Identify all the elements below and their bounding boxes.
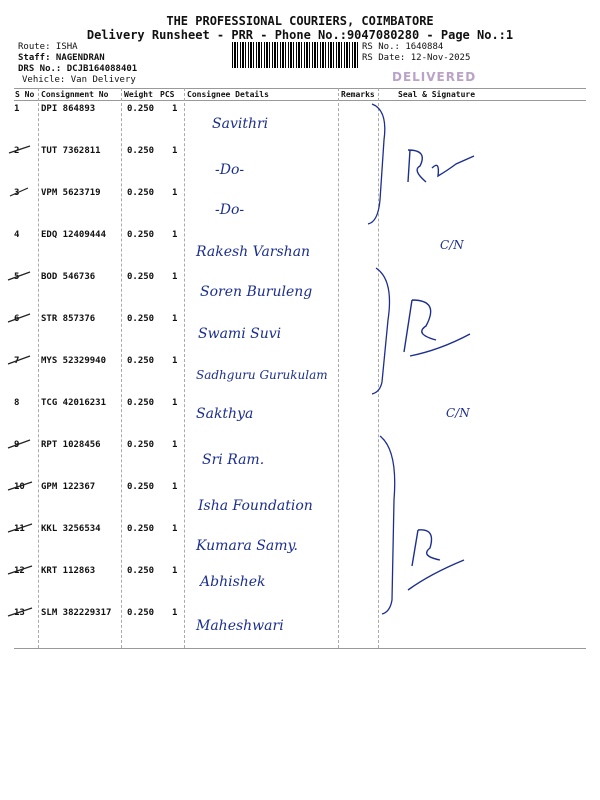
vehicle-label: Vehicle: Van Delivery: [22, 75, 136, 85]
row-pcs: 1: [172, 398, 178, 408]
runsheet-subtitle: Delivery Runsheet - PRR - Phone No.:9047080280 - Page No.:1: [86, 28, 514, 42]
col-header-consignment: Consignment No: [41, 90, 109, 99]
row-sno: 6: [14, 314, 20, 324]
row-sno: 1: [14, 104, 20, 114]
row-pcs: 1: [172, 566, 178, 576]
row-sno: 12: [14, 566, 25, 576]
row-pcs: 1: [172, 608, 178, 618]
col-header-remarks: Remarks: [341, 90, 375, 99]
table-header-rule: [14, 100, 586, 101]
table-row: [0, 104, 600, 146]
row-pcs: 1: [172, 524, 178, 534]
row-weight: 0.250: [127, 146, 155, 156]
cln-note: C/N: [440, 238, 464, 252]
row-sno: 9: [14, 440, 20, 450]
table-row: [0, 608, 600, 650]
row-consignee: Sakthya: [196, 406, 254, 422]
row-consignment: KKL 3256534: [41, 524, 101, 534]
table-row: [0, 356, 600, 398]
row-sno: 10: [14, 482, 25, 492]
row-sno: 4: [14, 230, 20, 240]
table-row: [0, 482, 600, 524]
rs-date-label: RS Date: 12-Nov-2025: [362, 53, 471, 63]
row-consignee: Kumara Samy.: [196, 538, 298, 554]
row-consignment: MYS 52329940: [41, 356, 107, 366]
table-row: [0, 440, 600, 482]
row-pcs: 1: [172, 314, 178, 324]
drs-label: DRS No.: DCJB164088401: [18, 64, 138, 74]
row-consignment: RPT 1028456: [41, 440, 101, 450]
row-consignment: TUT 7362811: [41, 146, 101, 156]
row-consignment: GPM 122367: [41, 482, 96, 492]
route-label: Route: ISHA: [18, 42, 78, 52]
row-weight: 0.250: [127, 104, 155, 114]
row-pcs: 1: [172, 482, 178, 492]
row-consignment: BOD 546736: [41, 272, 96, 282]
col-header-consignee: Consignee Details: [187, 90, 269, 99]
row-pcs: 1: [172, 440, 178, 450]
row-sno: 5: [14, 272, 20, 282]
table-row: [0, 566, 600, 608]
row-consignee: Rakesh Varshan: [196, 244, 311, 260]
table-row: [0, 314, 600, 356]
row-weight: 0.250: [127, 482, 155, 492]
row-consignee: Savithri: [212, 116, 269, 132]
right-meta: [362, 42, 470, 64]
table-top-rule: [14, 88, 586, 89]
row-consignee: Sadhguru Gurukulam: [196, 368, 328, 382]
row-consignee: Sri Ram.: [202, 452, 265, 468]
col-header-pcs: PCS: [160, 90, 175, 99]
row-pcs: 1: [172, 230, 178, 240]
row-consignee: Isha Foundation: [198, 498, 313, 514]
row-weight: 0.250: [127, 230, 155, 240]
row-sno: 8: [14, 398, 20, 408]
table-row: [0, 146, 600, 188]
row-sno: 13: [14, 608, 25, 618]
row-weight: 0.250: [127, 272, 155, 282]
table-row: [0, 398, 600, 440]
table-row: [0, 188, 600, 230]
row-consignment: TCG 42016231: [41, 398, 107, 408]
row-pcs: 1: [172, 272, 178, 282]
company-title: THE PROFESSIONAL COURIERS, COIMBATORE: [166, 14, 434, 28]
row-consignment: VPM 5623719: [41, 188, 101, 198]
row-weight: 0.250: [127, 188, 155, 198]
barcode: [232, 42, 358, 68]
row-sno: 2: [14, 146, 20, 156]
row-pcs: 1: [172, 188, 178, 198]
left-meta: [18, 42, 137, 86]
row-sno: 7: [14, 356, 20, 366]
row-weight: 0.250: [127, 314, 155, 324]
row-consignment: DPI 864893: [41, 104, 96, 114]
row-consignee: -Do-: [215, 202, 245, 218]
row-sno: 3: [14, 188, 20, 198]
table-row: [0, 272, 600, 314]
staff-label: Staff: NAGENDRAN: [18, 53, 105, 63]
row-weight: 0.250: [127, 608, 155, 618]
table-row: [0, 230, 600, 272]
row-consignee: Maheshwari: [196, 618, 284, 634]
row-consignment: EDQ 12409444: [41, 230, 107, 240]
row-consignee: Soren Buruleng: [200, 284, 313, 300]
row-weight: 0.250: [127, 398, 155, 408]
row-consignment: SLM 382229317: [41, 608, 112, 618]
row-pcs: 1: [172, 104, 178, 114]
row-weight: 0.250: [127, 566, 155, 576]
row-weight: 0.250: [127, 356, 155, 366]
row-weight: 0.250: [127, 440, 155, 450]
table-row: [0, 524, 600, 566]
row-consignee: -Do-: [215, 162, 245, 178]
row-consignment: STR 857376: [41, 314, 96, 324]
row-consignment: KRT 112863: [41, 566, 96, 576]
col-header-sno: S No: [15, 90, 35, 99]
row-weight: 0.250: [127, 524, 155, 534]
row-consignee: Swami Suvi: [198, 326, 282, 342]
delivered-stamp: DELIVERED: [392, 70, 477, 84]
rs-no-label: RS No.: 1640884: [362, 42, 444, 52]
col-header-weight: Weight: [124, 90, 153, 99]
col-header-seal: Seal & Signature: [398, 90, 476, 99]
cln-note: C/N: [446, 406, 470, 420]
row-consignee: Abhishek: [200, 574, 266, 590]
row-sno: 11: [14, 524, 25, 534]
row-pcs: 1: [172, 356, 178, 366]
row-pcs: 1: [172, 146, 178, 156]
